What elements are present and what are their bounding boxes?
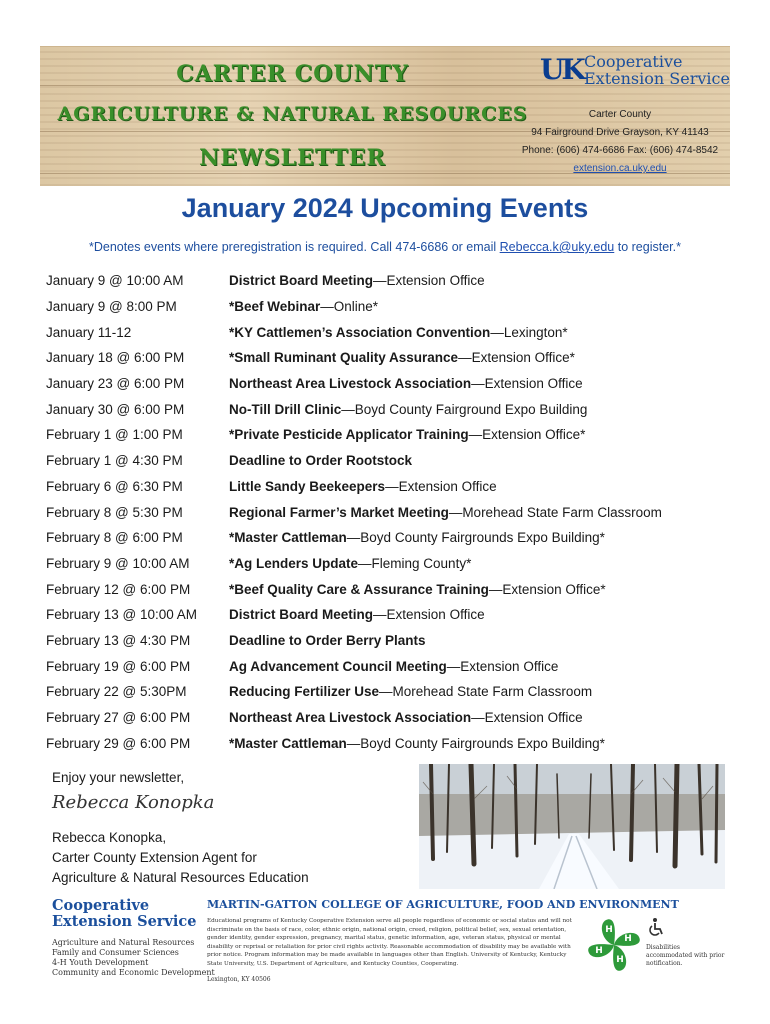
event-date: February 27 @ 6:00 PM bbox=[46, 710, 191, 726]
event-location: —Extension Office bbox=[471, 376, 583, 392]
logo-text bbox=[584, 53, 730, 87]
uk-logo-icon: UK bbox=[540, 53, 583, 86]
event-name: Northeast Area Livestock Association bbox=[229, 710, 472, 726]
event-row bbox=[46, 474, 746, 500]
event-date: February 6 @ 6:30 PM bbox=[46, 478, 183, 494]
event-name: Deadline to Order Berry Plants bbox=[229, 632, 426, 648]
event-date: January 9 @ 10:00 AM bbox=[46, 273, 184, 289]
event-name: Deadline to Order Rootstock bbox=[229, 453, 413, 469]
event-date: February 19 @ 6:00 PM bbox=[46, 658, 191, 674]
event-location: —Extension Office* bbox=[488, 581, 606, 597]
event-date: January 30 @ 6:00 PM bbox=[46, 401, 185, 417]
event-date: February 8 @ 6:00 PM bbox=[46, 530, 183, 546]
uk-extension-logo bbox=[540, 53, 730, 93]
event-location: —Extension Office bbox=[373, 273, 485, 289]
event-location: —Morehead State Farm Classroom bbox=[379, 684, 593, 700]
event-date: February 12 @ 6:00 PM bbox=[46, 581, 191, 597]
svg-text:H: H bbox=[624, 934, 632, 944]
event-location: —Boyd County Fairground Expo Building bbox=[341, 401, 588, 417]
event-row bbox=[46, 730, 746, 756]
office-phone-fax: Phone: (606) 474-6686 Fax: (606) 474-8542 bbox=[521, 145, 719, 156]
event-row bbox=[46, 653, 746, 679]
event-name: *Small Ruminant Quality Assurance bbox=[229, 350, 459, 366]
agent-signature: Rebecca Konopka bbox=[52, 792, 215, 813]
event-location: —Extension Office bbox=[446, 658, 559, 674]
program-areas bbox=[52, 938, 215, 978]
event-date: January 9 @ 8:00 PM bbox=[46, 299, 177, 315]
nondiscrimination-statement: Educational programs of Kentucky Cooperative Extension serve all people regardless of economic or social status and will not discriminate on the basis of race, color, ethnic origin, national origin, creed, religion, political belief, sex, sexual orientation, gender identity, gender expression, pregnancy, marital status, genetic information, age, veteran status, physical or mental disability or reprisal or retaliation for prior civil rights activity. Reasonable accommodation of disability may be available with prior notice. Program information may be made available in languages other than English. University of Kentucky, Kentucky State University, U.S. Department of Agriculture, and Kentucky Counties, Cooperating. bbox=[207, 918, 572, 967]
event-row bbox=[46, 319, 746, 345]
event-row bbox=[46, 294, 746, 320]
event-row bbox=[46, 268, 746, 294]
event-name: District Board Meeting bbox=[229, 273, 374, 289]
event-location: —Lexington* bbox=[490, 324, 568, 340]
event-row bbox=[46, 345, 746, 371]
event-location: —Extension Office* bbox=[458, 350, 575, 366]
event-name: Reducing Fertilizer Use bbox=[229, 684, 380, 700]
event-row bbox=[46, 705, 746, 731]
event-name: *Private Pesticide Applicator Training bbox=[229, 427, 469, 443]
event-location: —Online* bbox=[320, 299, 379, 315]
note-text-before: *Denotes events where preregistration is required. Call 474-6686 or email bbox=[89, 240, 500, 254]
event-date: February 22 @ 5:30PM bbox=[46, 684, 187, 700]
event-row bbox=[46, 525, 746, 551]
newsletter-title-county: CARTER COUNTY bbox=[176, 61, 409, 87]
program-area: Agriculture and Natural Resources bbox=[52, 938, 195, 947]
event-row bbox=[46, 628, 746, 654]
agent-name: Rebecca Konopka, bbox=[52, 830, 167, 845]
college-name: MARTIN-GATTON COLLEGE OF AGRICULTURE, FOOD AND ENVIRONMENT bbox=[207, 898, 679, 911]
event-location: —Extension Office bbox=[385, 478, 497, 494]
event-date: February 13 @ 10:00 AM bbox=[46, 607, 198, 623]
program-area: Family and Consumer Sciences bbox=[52, 948, 179, 957]
office-county: Carter County bbox=[588, 109, 652, 120]
event-date: January 18 @ 6:00 PM bbox=[46, 350, 185, 366]
agent-department: Agriculture & Natural Resources Education bbox=[52, 870, 309, 885]
event-row bbox=[46, 602, 746, 628]
event-location: —Boyd County Fairgrounds Expo Building* bbox=[346, 735, 605, 751]
footer-ces-logo bbox=[52, 898, 202, 930]
note-text-after: to register.* bbox=[614, 240, 681, 254]
agent-title: Carter County Extension Agent for bbox=[52, 850, 257, 865]
office-address: 94 Fairground Drive Grayson, KY 41143 bbox=[531, 127, 709, 138]
event-name: District Board Meeting bbox=[229, 607, 374, 623]
event-name: *Beef Webinar bbox=[229, 299, 321, 315]
office-website-link[interactable]: extension.ca.uky.edu bbox=[573, 163, 667, 174]
event-row bbox=[46, 371, 746, 397]
event-location: —Extension Office* bbox=[468, 427, 586, 443]
event-name: Regional Farmer’s Market Meeting bbox=[229, 504, 449, 520]
winter-forest-photo bbox=[419, 764, 725, 889]
event-name: Ag Advancement Council Meeting bbox=[229, 658, 447, 674]
event-location: —Fleming County* bbox=[358, 555, 472, 571]
event-row bbox=[46, 422, 746, 448]
event-name: *KY Cattlemen’s Association Convention bbox=[229, 324, 491, 340]
program-area: Community and Economic Development bbox=[52, 968, 215, 977]
wheelchair-icon bbox=[646, 917, 666, 937]
event-name: *Master Cattleman bbox=[229, 530, 347, 546]
event-row bbox=[46, 396, 746, 422]
event-location: —Morehead State Farm Classroom bbox=[448, 504, 662, 520]
preregistration-note bbox=[0, 240, 770, 254]
event-date: February 29 @ 6:00 PM bbox=[46, 735, 191, 751]
event-date: January 11-12 bbox=[46, 324, 132, 340]
events-heading: January 2024 Upcoming Events bbox=[181, 193, 589, 223]
event-location: —Extension Office bbox=[373, 607, 485, 623]
4h-clover-icon bbox=[584, 916, 644, 974]
event-date: February 1 @ 1:00 PM bbox=[46, 427, 183, 443]
svg-text:H: H bbox=[595, 946, 603, 956]
event-name: Northeast Area Livestock Association bbox=[229, 376, 472, 392]
event-name: *Master Cattleman bbox=[229, 735, 347, 751]
event-row bbox=[46, 499, 746, 525]
newsletter-header bbox=[40, 46, 730, 186]
college-city: Lexington, KY 40506 bbox=[207, 975, 271, 983]
event-name: No-Till Drill Clinic bbox=[229, 401, 342, 417]
accessibility-notice bbox=[646, 917, 726, 968]
events-list bbox=[46, 268, 746, 756]
footer-ces-line-1: Cooperative bbox=[52, 897, 150, 914]
event-date: February 13 @ 4:30 PM bbox=[46, 632, 191, 648]
program-area: 4-H Youth Development bbox=[52, 958, 149, 967]
event-date: February 8 @ 5:30 PM bbox=[46, 504, 183, 520]
svg-text:H: H bbox=[605, 925, 613, 935]
event-date: February 9 @ 10:00 AM bbox=[46, 555, 190, 571]
svg-text:H: H bbox=[616, 955, 624, 965]
newsletter-title-newsletter: NEWSLETTER bbox=[199, 145, 386, 171]
event-date: January 23 @ 6:00 PM bbox=[46, 376, 185, 392]
email-link[interactable]: Rebecca.k@uky.edu bbox=[499, 240, 615, 254]
event-row bbox=[46, 448, 746, 474]
accessibility-text: Disabilities accommodated with prior notification. bbox=[646, 944, 725, 967]
footer-ces-line-2: Extension Service bbox=[52, 913, 197, 930]
newsletter-title-subject: AGRICULTURE & NATURAL RESOURCES bbox=[57, 103, 528, 125]
event-location: —Extension Office bbox=[471, 710, 583, 726]
logo-line-2: Extension Service bbox=[584, 69, 730, 88]
closing-greeting: Enjoy your newsletter, bbox=[52, 770, 185, 785]
event-date: February 1 @ 4:30 PM bbox=[46, 453, 183, 469]
logo-line-1: Cooperative bbox=[584, 52, 683, 71]
event-name: *Beef Quality Care & Assurance Training bbox=[229, 581, 489, 597]
event-name: Little Sandy Beekeepers bbox=[229, 478, 386, 494]
event-name: *Ag Lenders Update bbox=[229, 555, 359, 571]
event-row bbox=[46, 679, 746, 705]
event-location: —Boyd County Fairgrounds Expo Building* bbox=[346, 530, 605, 546]
footer-extension-block bbox=[52, 897, 215, 978]
event-row bbox=[46, 576, 746, 602]
event-row bbox=[46, 551, 746, 577]
